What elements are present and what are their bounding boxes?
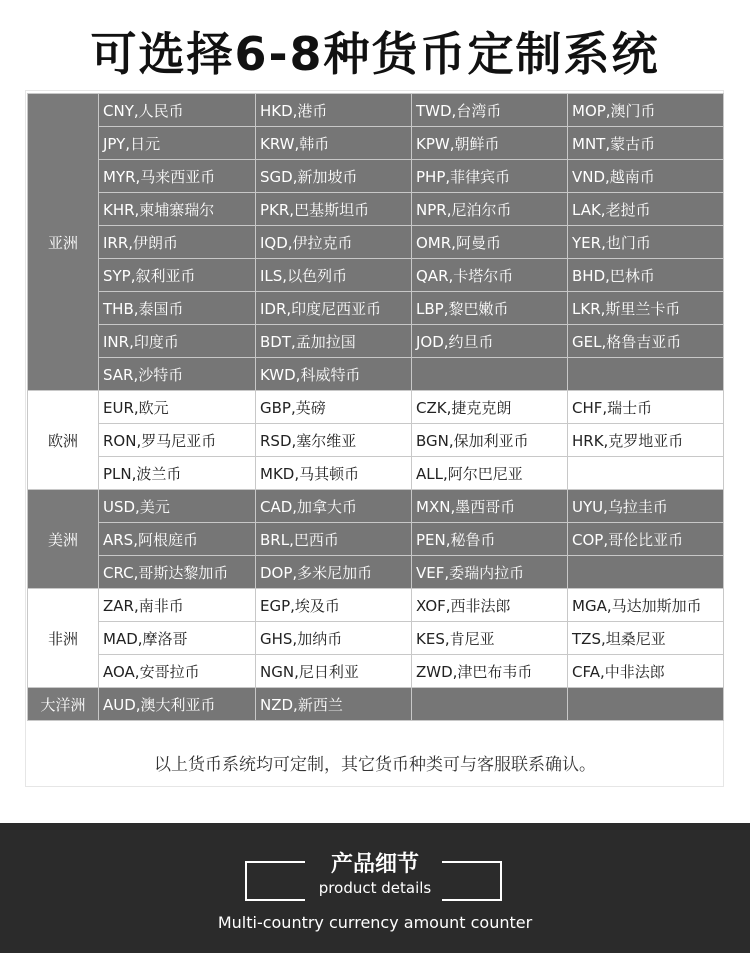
table-row: [28, 259, 724, 292]
currency-cell: EUR,欧元: [99, 391, 256, 424]
currency-cell: [412, 358, 568, 391]
currency-cell: PKR,巴基斯坦币: [256, 193, 412, 226]
currency-cell: [412, 688, 568, 721]
currency-cell: UYU,乌拉圭币: [568, 490, 724, 523]
table-row: [28, 160, 724, 193]
product-details-banner: [0, 823, 750, 953]
table-row: [28, 94, 724, 127]
currency-table: [27, 93, 724, 721]
currency-cell: CAD,加拿大币: [256, 490, 412, 523]
currency-cell: IRR,伊朗币: [99, 226, 256, 259]
currency-cell: BRL,巴西币: [256, 523, 412, 556]
currency-cell: SYP,叙利亚币: [99, 259, 256, 292]
currency-cell: [568, 688, 724, 721]
table-row: [28, 292, 724, 325]
region-label: 非洲: [28, 589, 99, 688]
table-row: [28, 556, 724, 589]
banner-description: Multi-country currency amount counter: [217, 913, 533, 932]
currency-cell: SGD,新加坡币: [256, 160, 412, 193]
currency-cell: THB,泰国币: [99, 292, 256, 325]
currency-cell: TZS,坦桑尼亚: [568, 622, 724, 655]
currency-cell: DOP,多米尼加币: [256, 556, 412, 589]
currency-table-body: [28, 94, 724, 721]
currency-cell: USD,美元: [99, 490, 256, 523]
currency-cell: MYR,马来西亚币: [99, 160, 256, 193]
currency-cell: RSD,塞尔维亚: [256, 424, 412, 457]
table-row: [28, 655, 724, 688]
currency-cell: BGN,保加利亚币: [412, 424, 568, 457]
table-row: [28, 424, 724, 457]
table-row: [28, 490, 724, 523]
currency-cell: INR,印度币: [99, 325, 256, 358]
currency-cell: JOD,约旦币: [412, 325, 568, 358]
table-row: [28, 358, 724, 391]
currency-cell: VEF,委瑞内拉币: [412, 556, 568, 589]
currency-cell: CRC,哥斯达黎加币: [99, 556, 256, 589]
currency-cell: NZD,新西兰: [256, 688, 412, 721]
region-label: 大洋洲: [28, 688, 99, 721]
currency-cell: QAR,卡塔尔币: [412, 259, 568, 292]
currency-cell: RON,罗马尼亚币: [99, 424, 256, 457]
currency-cell: LKR,斯里兰卡币: [568, 292, 724, 325]
table-row: [28, 589, 724, 622]
currency-cell: IQD,伊拉克币: [256, 226, 412, 259]
table-row: [28, 193, 724, 226]
currency-cell: GHS,加纳币: [256, 622, 412, 655]
currency-cell: GBP,英磅: [256, 391, 412, 424]
currency-cell: AOA,安哥拉币: [99, 655, 256, 688]
currency-cell: [568, 556, 724, 589]
currency-cell: ZWD,津巴布韦币: [412, 655, 568, 688]
currency-cell: LAK,老挝币: [568, 193, 724, 226]
currency-cell: MGA,马达加斯加币: [568, 589, 724, 622]
currency-cell: CNY,人民币: [99, 94, 256, 127]
table-row: [28, 688, 724, 721]
currency-cell: KRW,韩币: [256, 127, 412, 160]
currency-cell: TWD,台湾币: [412, 94, 568, 127]
currency-cell: [568, 457, 724, 490]
currency-cell: MXN,墨西哥币: [412, 490, 568, 523]
currency-cell: PHP,菲律宾币: [412, 160, 568, 193]
currency-cell: ZAR,南非币: [99, 589, 256, 622]
currency-cell: GEL,格鲁吉亚币: [568, 325, 724, 358]
table-row: [28, 523, 724, 556]
currency-cell: KES,肯尼亚: [412, 622, 568, 655]
table-row: [28, 457, 724, 490]
currency-cell: CZK,捷克克朗: [412, 391, 568, 424]
currency-cell: NPR,尼泊尔币: [412, 193, 568, 226]
currency-cell: SAR,沙特币: [99, 358, 256, 391]
currency-cell: BHD,巴林币: [568, 259, 724, 292]
currency-cell: HKD,港币: [256, 94, 412, 127]
page-title: 可选择6-8种货币定制系统: [90, 27, 660, 81]
currency-cell: AUD,澳大利亚币: [99, 688, 256, 721]
banner-subtitle: product details: [318, 879, 432, 897]
currency-cell: KWD,科威特币: [256, 358, 412, 391]
currency-cell: ILS,以色列币: [256, 259, 412, 292]
table-row: [28, 127, 724, 160]
region-label: 美洲: [28, 490, 99, 589]
currency-cell: ARS,阿根庭币: [99, 523, 256, 556]
currency-cell: MKD,马其顿币: [256, 457, 412, 490]
currency-cell: NGN,尼日利亚: [256, 655, 412, 688]
currency-cell: CFA,中非法郎: [568, 655, 724, 688]
currency-cell: YER,也门币: [568, 226, 724, 259]
table-row: [28, 622, 724, 655]
banner-title: 产品细节: [330, 852, 419, 877]
currency-cell: PLN,波兰币: [99, 457, 256, 490]
currency-cell: ALL,阿尔巴尼亚: [412, 457, 568, 490]
currency-cell: COP,哥伦比亚币: [568, 523, 724, 556]
currency-cell: KPW,朝鲜币: [412, 127, 568, 160]
footnote: 以上货币系统均可定制，其它货币种类可与客服联系确认。: [154, 755, 596, 775]
currency-cell: CHF,瑞士币: [568, 391, 724, 424]
currency-cell: KHR,柬埔寨瑞尔: [99, 193, 256, 226]
region-label: 亚洲: [28, 94, 99, 391]
table-row: [28, 325, 724, 358]
currency-cell: MOP,澳门币: [568, 94, 724, 127]
currency-cell: OMR,阿曼币: [412, 226, 568, 259]
currency-cell: MNT,蒙古币: [568, 127, 724, 160]
table-row: [28, 226, 724, 259]
currency-cell: JPY,日元: [99, 127, 256, 160]
currency-cell: VND,越南币: [568, 160, 724, 193]
table-row: [28, 391, 724, 424]
currency-cell: BDT,孟加拉国: [256, 325, 412, 358]
region-label: 欧洲: [28, 391, 99, 490]
currency-cell: [568, 358, 724, 391]
currency-cell: IDR,印度尼西亚币: [256, 292, 412, 325]
currency-cell: HRK,克罗地亚币: [568, 424, 724, 457]
currency-cell: XOF,西非法郎: [412, 589, 568, 622]
currency-cell: PEN,秘鲁币: [412, 523, 568, 556]
currency-cell: LBP,黎巴嫩币: [412, 292, 568, 325]
currency-cell: EGP,埃及币: [256, 589, 412, 622]
currency-cell: MAD,摩洛哥: [99, 622, 256, 655]
